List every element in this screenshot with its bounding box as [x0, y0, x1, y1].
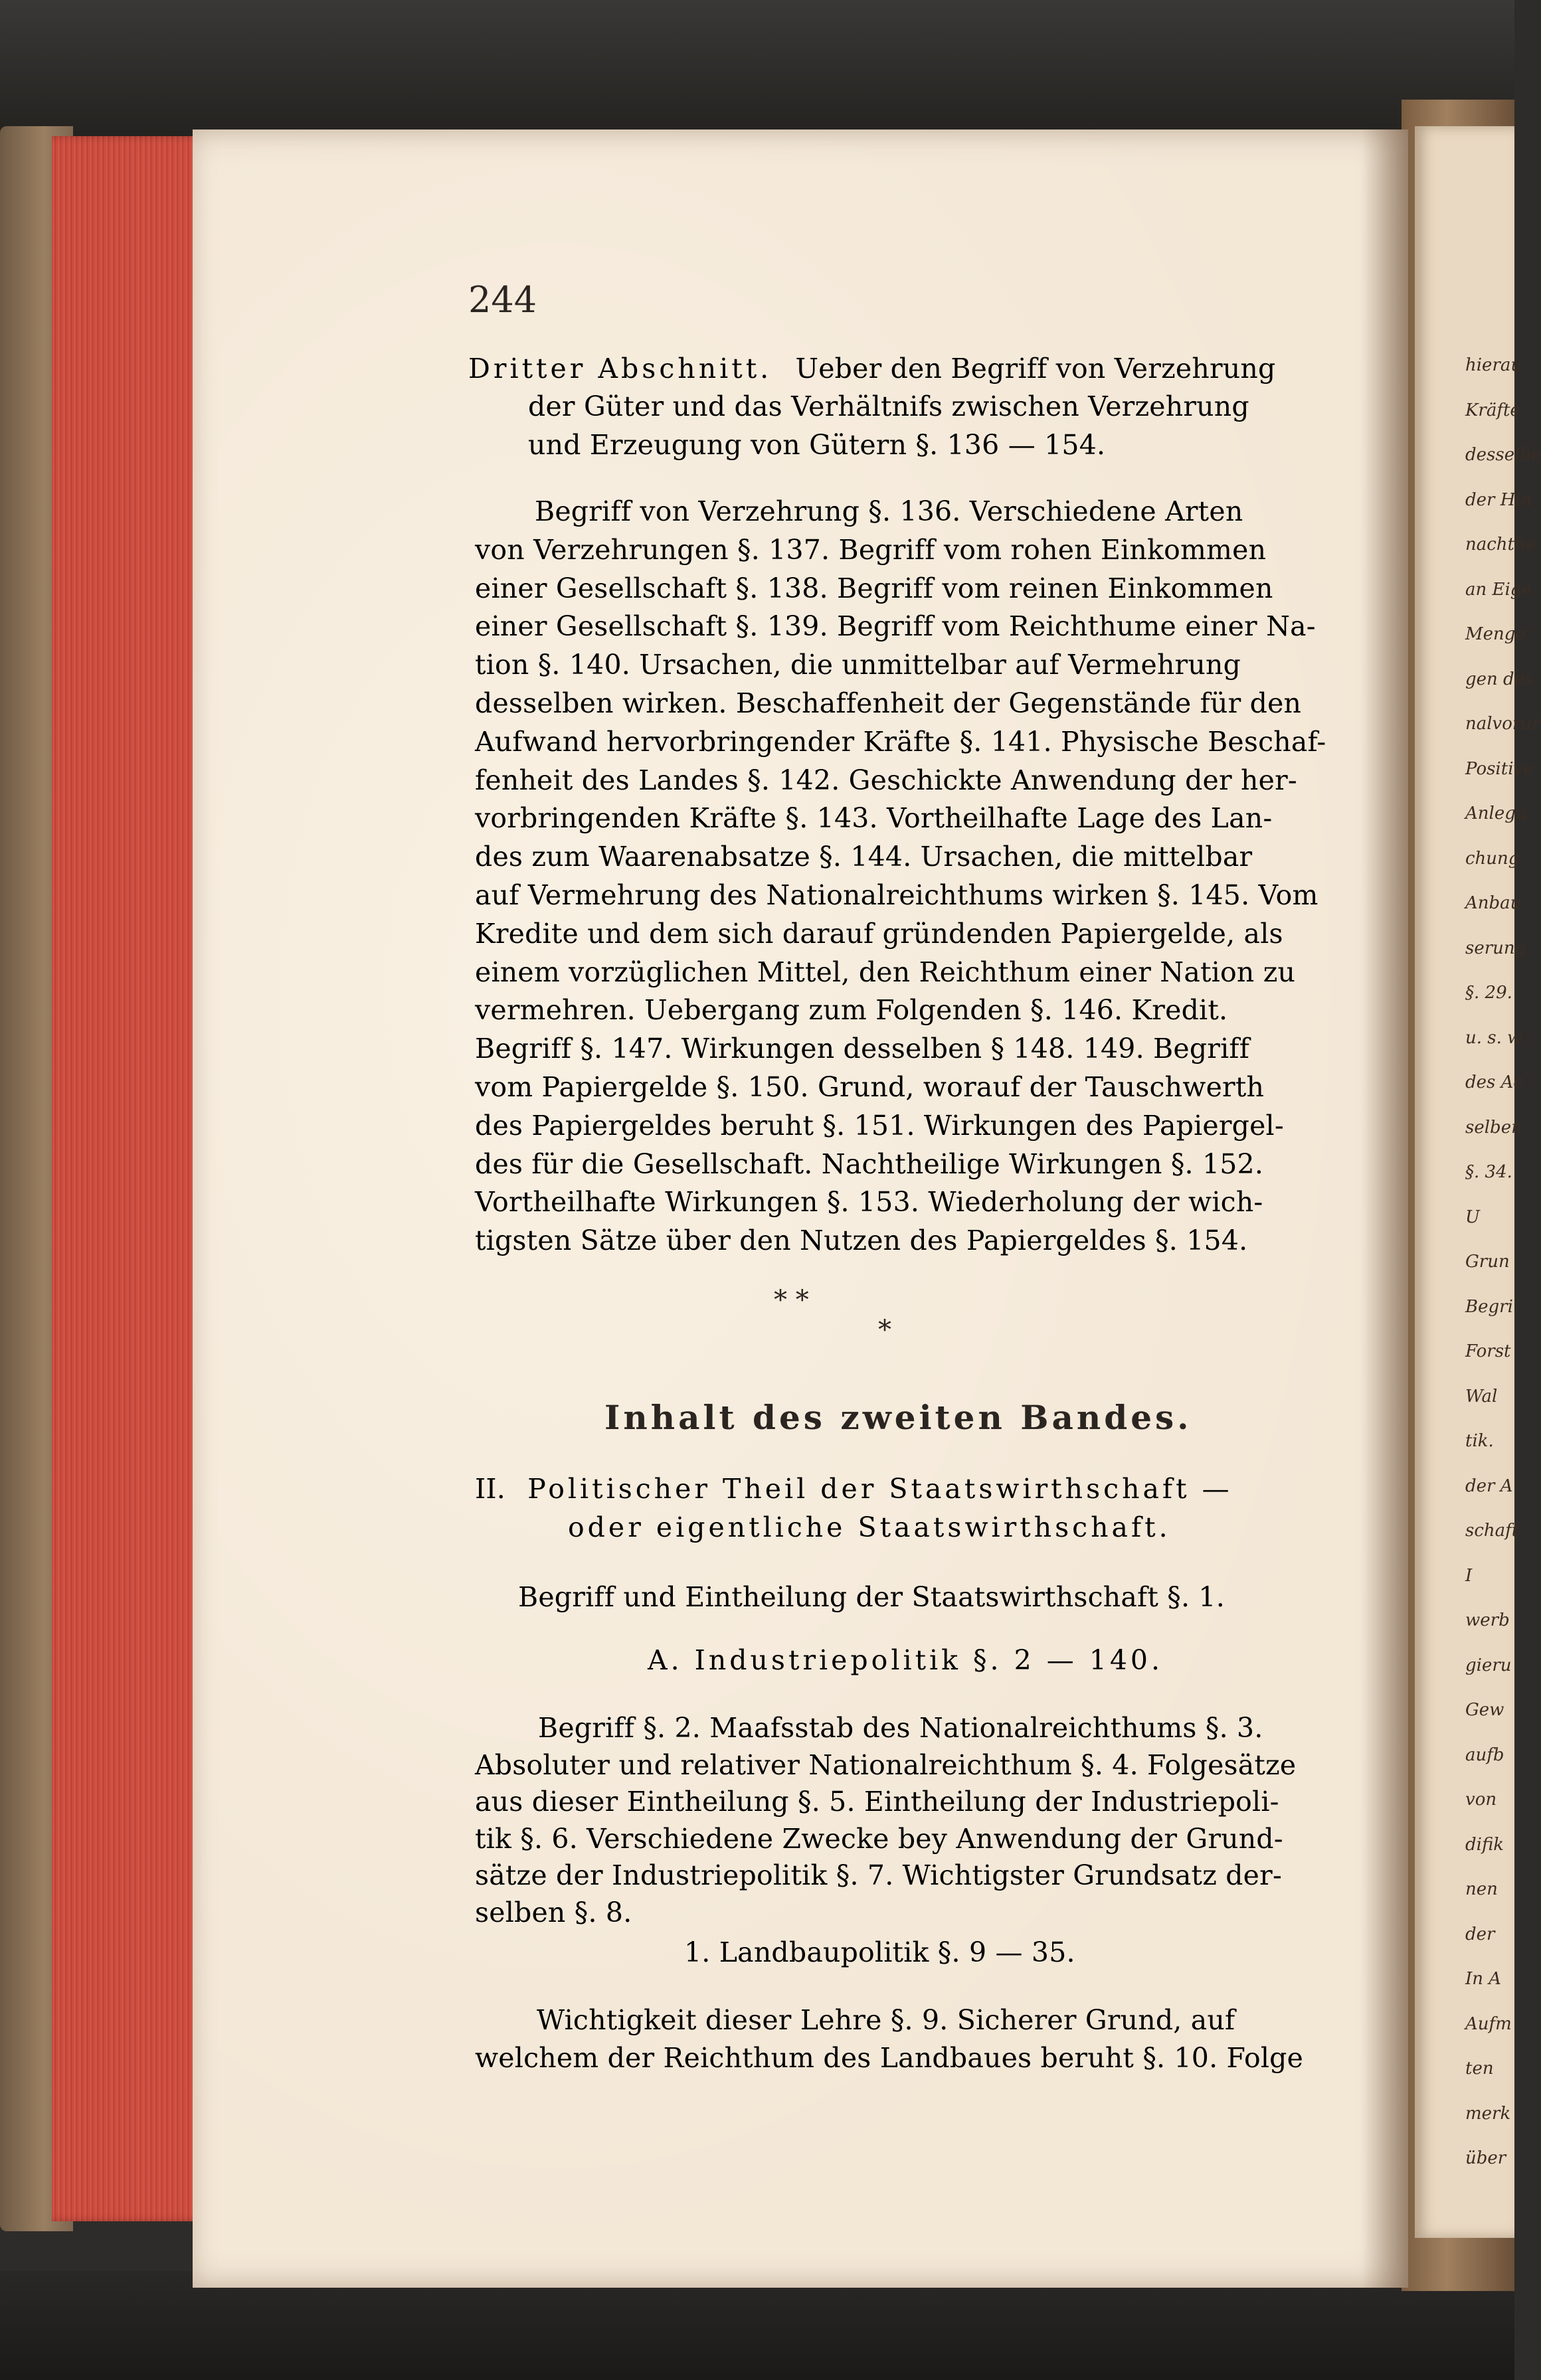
facing-page-fragment: gieru: [1465, 1655, 1512, 1675]
text-line: desselben wirken. Beschaffenheit der Gegenstände für den: [475, 687, 1302, 719]
facing-page-fragment: tik.: [1465, 1431, 1494, 1451]
facing-page-fragment: Begri: [1465, 1296, 1513, 1317]
facing-page-fragment: schaft: [1465, 1521, 1519, 1541]
text-line: Begriff §. 2. Maafsstab des Nationalreichthums §. 3.: [538, 1712, 1263, 1744]
facing-page-fragment: der: [1465, 1924, 1495, 1944]
text-line: aus dieser Eintheilung §. 5. Eintheilung der Industriepoli-: [475, 1786, 1279, 1818]
facing-page-fragment: nachthe: [1465, 535, 1536, 554]
facing-page-fragment: Anbau: [1465, 893, 1522, 913]
section-label: Dritter Abschnitt.: [468, 353, 772, 384]
facing-page-fragment: des Ac: [1465, 1072, 1523, 1092]
text-line: vermehren. Uebergang zum Folgenden §. 146. Kredit.: [475, 994, 1228, 1027]
section-title-line: Ueber den Begriff von Verzehrung: [795, 353, 1276, 384]
text-line: des zum Waarenabsatze §. 144. Ursachen, die mittelbar: [475, 841, 1253, 873]
facing-page-fragment: U: [1465, 1207, 1480, 1227]
facing-page: [1415, 126, 1541, 2238]
background-top: [0, 0, 1514, 139]
facing-page-fragment: §. 29.: [1465, 983, 1512, 1003]
facing-page-fragment: I: [1465, 1565, 1473, 1586]
intro-line: Begriff und Eintheilung der Staatswirthschaft §. 1.: [518, 1581, 1225, 1613]
facing-page-fragment: werb: [1465, 1610, 1510, 1630]
facing-page-fragment: aufb: [1465, 1744, 1504, 1765]
facing-page-fragment: §. 34.: [1465, 1162, 1512, 1182]
facing-page-fragment: desselbe: [1465, 445, 1541, 465]
text-line: sätze der Industriepolitik §. 7. Wichtigster Grundsatz der-: [475, 1859, 1282, 1891]
facing-page-fragment: Grun: [1465, 1252, 1510, 1272]
text-line: Kredite und dem sich darauf gründenden Papiergelde, als: [475, 917, 1283, 950]
text-line: tik §. 6. Verschiedene Zwecke bey Anwendung der Grund-: [475, 1822, 1283, 1855]
text-line: von Verzehrungen §. 137. Begriff vom rohen Einkommen: [475, 533, 1267, 566]
text-line: Wichtigkeit dieser Lehre §. 9. Sicherer Grund, auf: [537, 2004, 1235, 2036]
section-title-line: und Erzeugung von Gütern §. 136 — 154.: [528, 429, 1106, 461]
facing-page-fragment: Forst: [1465, 1341, 1511, 1361]
text-line: vom Papiergelde §. 150. Grund, worauf der Tauschwerth: [475, 1071, 1265, 1103]
facing-page-fragment: serung: [1465, 938, 1526, 958]
facing-page-fragment: selben: [1465, 1117, 1522, 1138]
subsection-heading-a: A. Industriepolitik §. 2 — 140.: [648, 1644, 1164, 1676]
text-line: selben §. 8.: [475, 1896, 632, 1928]
text-line: Aufwand hervorbringender Kräfte §. 141. Physische Beschaf-: [475, 725, 1326, 758]
facing-page-fragment: an Eige: [1465, 579, 1532, 600]
text-line: einer Gesellschaft §. 139. Begriff vom Reichthume einer Na-: [475, 610, 1316, 643]
facing-page-fragment: Menge: [1465, 624, 1526, 644]
section-title-line: der Güter und das Verhältnifs zwischen Verzehrung: [528, 390, 1249, 422]
volume-heading: Inhalt des zweiten Bandes.: [604, 1398, 1192, 1437]
separator-stars-top: * *: [774, 1285, 809, 1316]
facing-page-fragment: difik: [1465, 1834, 1504, 1855]
text-line: Begriff §. 147. Wirkungen desselben § 148. 149. Begriff: [475, 1033, 1250, 1065]
part-heading-line: [475, 1473, 1233, 1505]
text-line: Begriff von Verzehrung §. 136. Verschiedene Arten: [535, 495, 1243, 527]
facing-page-fragment: Kräfte: [1465, 400, 1520, 420]
text-line: auf Vermehrung des Nationalreichthums wirken §. 145. Vom: [475, 879, 1318, 911]
facing-page-fragment: über: [1465, 2148, 1506, 2168]
text-line: welchem der Reichthum des Landbaues beruht §. 10. Folge: [475, 2042, 1304, 2074]
facing-page-fragment: chung: [1465, 848, 1520, 869]
text-line: des Papiergeldes beruht §. 151. Wirkungen des Papiergel-: [475, 1109, 1284, 1142]
facing-page-fragment: merk: [1465, 2103, 1511, 2124]
text-line: fenheit des Landes §. 142. Geschickte Anwendung der her-: [475, 764, 1297, 796]
text-line: tion §. 140. Ursachen, die unmittelbar auf Vermehrung: [475, 649, 1241, 681]
text-line: Absoluter und relativer Nationalreichthum §. 4. Folgesätze: [475, 1748, 1297, 1781]
facing-page-fragment: Wal: [1465, 1386, 1498, 1406]
facing-page-fragment: der Hin: [1465, 489, 1532, 510]
page-number: 244: [468, 279, 537, 321]
text-line: Vortheilhafte Wirkungen §. 153. Wiederholung der wich-: [475, 1186, 1263, 1219]
separator-star-bottom: *: [878, 1315, 891, 1345]
facing-page-fragment: Aufm: [1465, 2013, 1512, 2034]
text-line: des für die Gesellschaft. Nachtheilige Wirkungen §. 152.: [475, 1148, 1264, 1180]
facing-page-fragment: ten: [1465, 2059, 1494, 2079]
facing-page-fragment: In A: [1465, 1969, 1502, 1989]
facing-page-fragment: gen des: [1465, 669, 1534, 689]
facing-page-fragment: hierau: [1465, 355, 1522, 375]
facing-page-fragment: u. s. w.: [1465, 1027, 1526, 1048]
part-number: II.: [475, 1473, 506, 1505]
text-line: einer Gesellschaft §. 138. Begriff vom reinen Einkommen: [475, 572, 1273, 604]
part-title-line: Politischer Theil der Staatswirthschaft —: [527, 1473, 1233, 1505]
subsection-heading-1: 1. Landbaupolitik §. 9 — 35.: [684, 1936, 1075, 1968]
page-gutter-shadow: [1362, 129, 1408, 2288]
red-page-edges: [52, 136, 205, 2221]
facing-page-fragment: Gew: [1465, 1700, 1504, 1720]
text-line: tigsten Sätze über den Nutzen des Papiergeldes §. 154.: [475, 1225, 1248, 1257]
facing-page-fragment: nen: [1465, 1879, 1498, 1899]
facing-page-fragment: Anlegu: [1465, 804, 1527, 823]
facing-page-fragment: Positive: [1465, 758, 1534, 779]
text-line: einem vorzüglichen Mittel, den Reichthum einer Nation zu: [475, 956, 1296, 988]
section-heading-line: [468, 355, 1275, 382]
facing-page-fragment: von: [1465, 1790, 1497, 1810]
facing-page-fragment: der A: [1465, 1476, 1513, 1496]
text-line: vorbringenden Kräfte §. 143. Vortheilhafte Lage des Lan-: [475, 802, 1273, 835]
facing-page-fragment: nalvorur: [1465, 714, 1540, 734]
part-title-line: oder eigentliche Staatswirthschaft.: [568, 1511, 1171, 1543]
